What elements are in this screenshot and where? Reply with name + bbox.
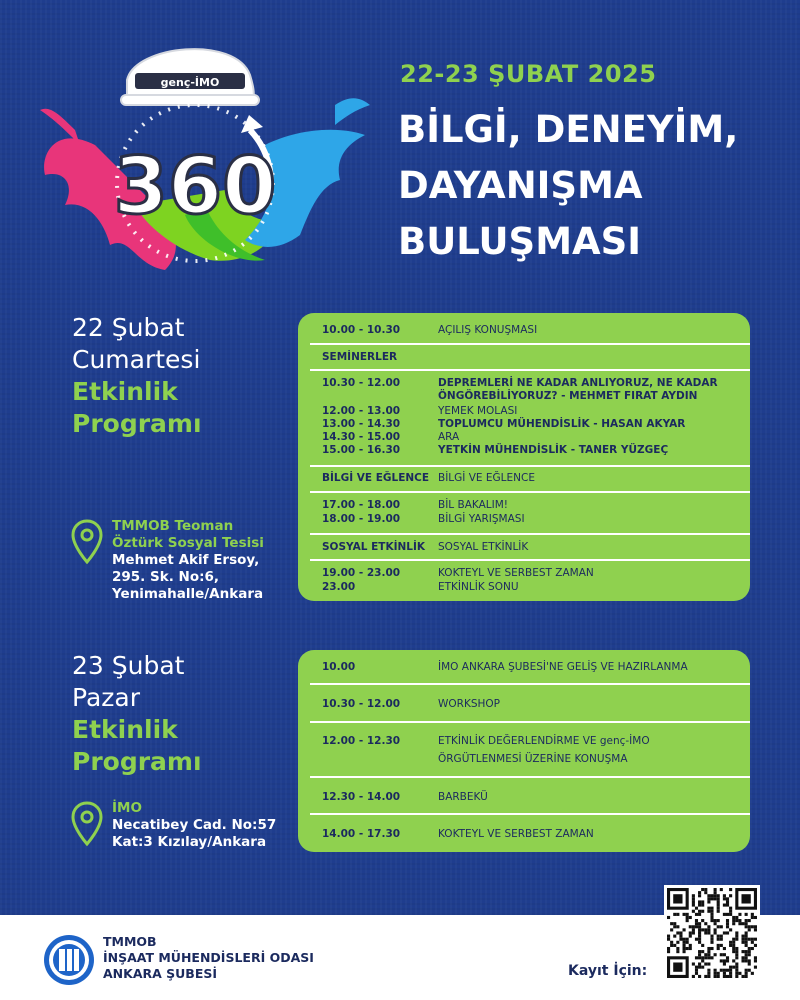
day1-schedule	[298, 313, 750, 601]
schedule-desc: YETKİN MÜHENDİSLİK - TANER YÜZGEÇ	[438, 444, 669, 456]
day2-date: 23 Şubat	[72, 651, 185, 680]
day2-address-line-2: Kat:3 Kızılay/Ankara	[112, 834, 267, 850]
schedule-desc: KOKTEYL VE SERBEST ZAMAN	[438, 567, 594, 579]
org-name	[103, 934, 314, 982]
day1-address-line-1: Mehmet Akif Ersoy,	[112, 552, 260, 568]
schedule-time: 13.00 - 14.30	[322, 418, 401, 430]
schedule-desc: ETKİNLİK SONU	[438, 581, 519, 593]
schedule-desc: BARBEKÜ	[438, 791, 488, 803]
divider	[310, 465, 750, 467]
schedule-desc: DEPREMLERİ NE KADAR ANLIYORUZ, NE KADAR	[438, 377, 718, 389]
imo-logo-icon	[42, 933, 96, 987]
org-line-3: ANKARA ŞUBESİ	[103, 966, 218, 981]
schedule-time: 10.00 - 10.30	[322, 324, 401, 336]
day2-title	[72, 650, 202, 778]
schedule-time: 12.30 - 14.00	[322, 791, 401, 803]
org-line-2: İNŞAAT MÜHENDİSLERİ ODASI	[103, 950, 314, 965]
schedule-desc: BİL BAKALIM!	[438, 499, 508, 511]
section-desc: SOSYAL ETKİNLİK	[438, 541, 529, 553]
schedule-time: 10.00	[322, 661, 356, 673]
location-pin-icon	[70, 518, 104, 566]
day2-weekday: Pazar	[72, 683, 140, 712]
org-line-1: TMMOB	[103, 934, 157, 949]
divider	[310, 683, 750, 685]
schedule-time: 15.00 - 16.30	[322, 444, 401, 456]
schedule-time: 17.00 - 18.00	[322, 499, 401, 511]
schedule-desc: ETKİNLİK DEĞERLENDİRME VE genç-İMO	[438, 735, 650, 747]
schedule-desc: ARA	[438, 431, 460, 443]
qr-code-icon	[667, 888, 757, 978]
section-knowledge-fun: BİLGİ VE EĞLENCE	[322, 472, 430, 484]
divider	[310, 559, 750, 561]
day1-venue-line-2: Öztürk Sosyal Tesisi	[112, 535, 264, 551]
divider	[310, 343, 750, 345]
day1-venue-line-1: TMMOB Teoman	[112, 518, 234, 534]
schedule-desc: AÇILIŞ KONUŞMASI	[438, 324, 538, 336]
schedule-time: 14.30 - 15.00	[322, 431, 401, 443]
schedule-desc: TOPLUMCU MÜHENDİSLİK - HASAN AKYAR	[438, 418, 686, 430]
divider	[310, 721, 750, 723]
schedule-desc: KOKTEYL VE SERBEST ZAMAN	[438, 828, 594, 840]
schedule-time: 12.00 - 13.00	[322, 405, 401, 417]
day1-weekday: Cumartesi	[72, 345, 201, 374]
divider	[310, 813, 750, 815]
schedule-desc: YEMEK MOLASI	[438, 405, 518, 417]
section-desc: BİLGİ VE EĞLENCE	[438, 472, 535, 484]
divider	[310, 533, 750, 535]
register-label: Kayıt İçin:	[568, 963, 648, 979]
schedule-time: 23.00	[322, 581, 356, 593]
day1-address-line-2: 295. Sk. No:6,	[112, 569, 220, 585]
divider	[310, 369, 750, 371]
day1-title	[72, 312, 202, 440]
registration-qr-code[interactable]	[664, 885, 760, 981]
headline-line-3: BULUŞMASI	[398, 220, 642, 263]
genc-imo-360-logo	[35, 35, 375, 280]
schedule-time: 10.30 - 12.00	[322, 698, 401, 710]
headline-line-2: DAYANIŞMA	[398, 164, 643, 207]
day2-address-line-1: Necatibey Cad. No:57	[112, 817, 277, 833]
schedule-desc: BİLGİ YARIŞMASI	[438, 513, 525, 525]
section-seminars: SEMİNERLER	[322, 351, 398, 363]
day2-program-label-2: Programı	[72, 747, 202, 776]
logo-number: 360	[113, 142, 277, 232]
divider	[310, 491, 750, 493]
event-headline	[398, 102, 778, 270]
schedule-desc: ÖRGÜTLENMESİ ÜZERİNE KONUŞMA	[438, 753, 628, 765]
headline-line-1: BİLGİ, DENEYİM,	[398, 108, 739, 151]
section-social: SOSYAL ETKİNLİK	[322, 541, 426, 553]
day1-address-line-3: Yenimahalle/Ankara	[112, 586, 264, 602]
logo-badge-text: genç-İMO	[160, 76, 220, 89]
schedule-time: 14.00 - 17.30	[322, 828, 401, 840]
divider	[310, 776, 750, 778]
schedule-time: 18.00 - 19.00	[322, 513, 401, 525]
day2-schedule	[298, 650, 750, 852]
day1-date: 22 Şubat	[72, 313, 185, 342]
schedule-time: 10.30 - 12.00	[322, 377, 401, 389]
schedule-desc: WORKSHOP	[438, 698, 500, 710]
day2-venue: İMO	[112, 800, 142, 816]
event-date: 22-23 ŞUBAT 2025	[400, 60, 657, 88]
day2-program-label-1: Etkinlik	[72, 715, 178, 744]
location-pin-icon	[70, 800, 104, 848]
schedule-time: 12.00 - 12.30	[322, 735, 401, 747]
day1-program-label-1: Etkinlik	[72, 377, 178, 406]
day1-program-label-2: Programı	[72, 409, 202, 438]
schedule-desc: İMO ANKARA ŞUBESİ'NE GELİŞ VE HAZIRLANMA	[438, 661, 688, 673]
schedule-time: 19.00 - 23.00	[322, 567, 401, 579]
schedule-desc: ÖNGÖREBİLİYORUZ? - MEHMET FIRAT AYDIN	[438, 390, 698, 402]
